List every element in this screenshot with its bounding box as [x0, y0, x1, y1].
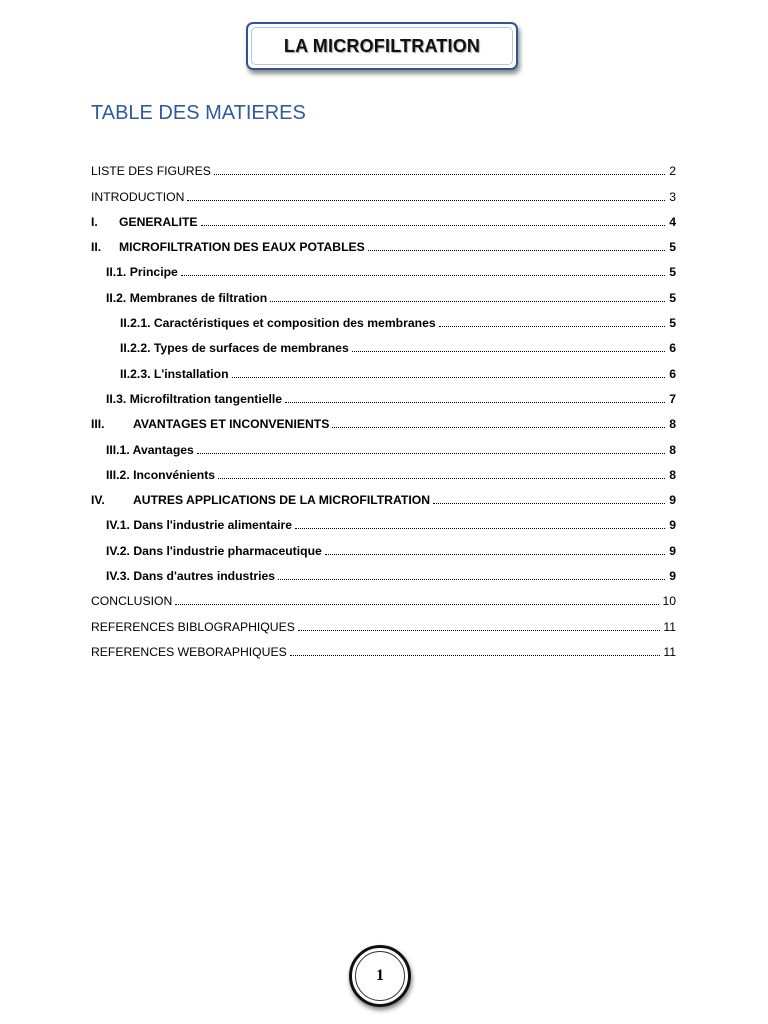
dot-leader: [218, 478, 665, 479]
toc-entry-page: 9: [669, 493, 676, 508]
toc-entry-page: 7: [669, 391, 676, 406]
dot-leader: [433, 503, 665, 504]
dot-leader: [278, 579, 665, 580]
toc-entry-autres-industries[interactable]: [91, 558, 676, 583]
dot-leader: [232, 377, 665, 378]
toc-entry-label: AUTRES APPLICATIONS DE LA MICROFILTRATION: [133, 493, 430, 508]
toc-entry-label: IV.3. Dans d'autres industries: [106, 569, 276, 584]
toc-entry-types-surfaces[interactable]: [91, 330, 676, 355]
dot-leader: [187, 200, 665, 201]
toc-entry-principe[interactable]: [91, 254, 676, 279]
toc-entry-introduction[interactable]: [91, 178, 676, 203]
toc-entry-autres-applications[interactable]: [91, 482, 676, 507]
toc-entry-page: 6: [669, 341, 676, 356]
toc-entry-page: 9: [669, 569, 676, 584]
toc-entry-inconvenients[interactable]: [91, 457, 676, 482]
toc-entry-avantages[interactable]: [91, 431, 676, 456]
dot-leader: [197, 453, 665, 454]
toc-entry-references-bibliographiques[interactable]: [91, 608, 676, 633]
toc-entry-page: 11: [663, 644, 676, 659]
toc-entry-page: 2: [669, 164, 676, 179]
toc-entry-number: III.: [91, 417, 105, 432]
dot-leader: [201, 225, 665, 226]
toc-entry-references-webographiques[interactable]: [91, 634, 676, 659]
document-title-box: [246, 22, 518, 70]
toc-entry-label: II.2.3. L'installation: [120, 366, 229, 381]
dot-leader: [439, 326, 665, 327]
toc-entry-microfiltration-eaux-potables[interactable]: [91, 229, 676, 254]
toc-entry-label: IV.1. Dans l'industrie alimentaire: [106, 518, 293, 533]
toc-entry-number: I.: [91, 214, 98, 229]
dot-leader: [175, 604, 659, 605]
toc-entry-page: 6: [669, 366, 676, 381]
toc-entry-number: IV.: [91, 493, 105, 508]
dot-leader: [325, 554, 665, 555]
toc-entry-membranes-de-filtration[interactable]: [91, 279, 676, 304]
toc-entry-installation[interactable]: [91, 355, 676, 380]
toc-entry-page: 4: [669, 214, 676, 229]
toc-entry-page: 9: [669, 543, 676, 558]
toc-entry-label: INTRODUCTION: [91, 189, 185, 204]
dot-leader: [332, 427, 665, 428]
toc-entry-industrie-pharmaceutique[interactable]: [91, 532, 676, 557]
toc-heading: TABLE DES MATIERES: [91, 102, 306, 124]
toc-entry-label: GENERALITE: [119, 214, 198, 229]
toc-entry-page: 8: [669, 417, 676, 432]
toc-entry-caracteristiques-membranes[interactable]: [91, 305, 676, 330]
dot-leader: [290, 655, 661, 656]
toc-entry-page: 8: [669, 467, 676, 482]
page-number-badge: [349, 945, 411, 1007]
toc-entry-label: II.2.2. Types de surfaces de membranes: [120, 341, 349, 356]
toc-entry-label: REFERENCES WEBORAPHIQUES: [91, 644, 287, 659]
dot-leader: [295, 528, 665, 529]
toc-entry-industrie-alimentaire[interactable]: [91, 507, 676, 532]
dot-leader: [214, 174, 665, 175]
toc-entry-label: IV.2. Dans l'industrie pharmaceutique: [106, 543, 322, 558]
toc-entry-generalite[interactable]: [91, 204, 676, 229]
toc-entry-page: 11: [663, 619, 676, 634]
dot-leader: [352, 351, 665, 352]
toc-entry-page: 9: [669, 518, 676, 533]
page-number: 1: [376, 967, 384, 984]
toc-entry-avantages-inconvenients[interactable]: [91, 406, 676, 431]
toc-entry-page: 3: [669, 189, 676, 204]
toc-entry-label: III.2. Inconvénients: [106, 467, 216, 482]
table-of-contents: [91, 153, 676, 659]
toc-entry-label: II.3. Microfiltration tangentielle: [106, 391, 283, 406]
dot-leader: [285, 402, 665, 403]
dot-leader: [270, 301, 665, 302]
dot-leader: [181, 275, 665, 276]
toc-entry-label: II.2.1. Caractéristiques et composition des membranes: [120, 316, 436, 331]
toc-entry-page: 8: [669, 442, 676, 457]
toc-entry-microfiltration-tangentielle[interactable]: [91, 381, 676, 406]
toc-entry-label: REFERENCES BIBLOGRAPHIQUES: [91, 619, 295, 634]
toc-entry-conclusion[interactable]: [91, 583, 676, 608]
toc-entry-label: AVANTAGES ET INCONVENIENTS: [133, 417, 330, 432]
toc-entry-liste-des-figures[interactable]: [91, 153, 676, 178]
toc-entry-page: 5: [669, 265, 676, 280]
dot-leader: [298, 630, 660, 631]
toc-entry-page: 5: [669, 290, 676, 305]
toc-entry-label: II.2. Membranes de filtration: [106, 290, 268, 305]
toc-entry-page: 10: [662, 594, 676, 609]
toc-entry-label: II.1. Principe: [106, 265, 178, 280]
dot-leader: [368, 250, 665, 251]
document-title: LA MICROFILTRATION: [283, 35, 481, 56]
toc-entry-page: 5: [669, 316, 676, 331]
toc-entry-label: III.1. Avantages: [106, 442, 194, 457]
toc-entry-number: II.: [91, 240, 102, 255]
toc-entry-page: 5: [669, 240, 676, 255]
toc-entry-label: MICROFILTRATION DES EAUX POTABLES: [119, 240, 365, 255]
toc-entry-label: LISTE DES FIGURES: [91, 164, 211, 179]
toc-entry-label: CONCLUSION: [91, 594, 173, 609]
